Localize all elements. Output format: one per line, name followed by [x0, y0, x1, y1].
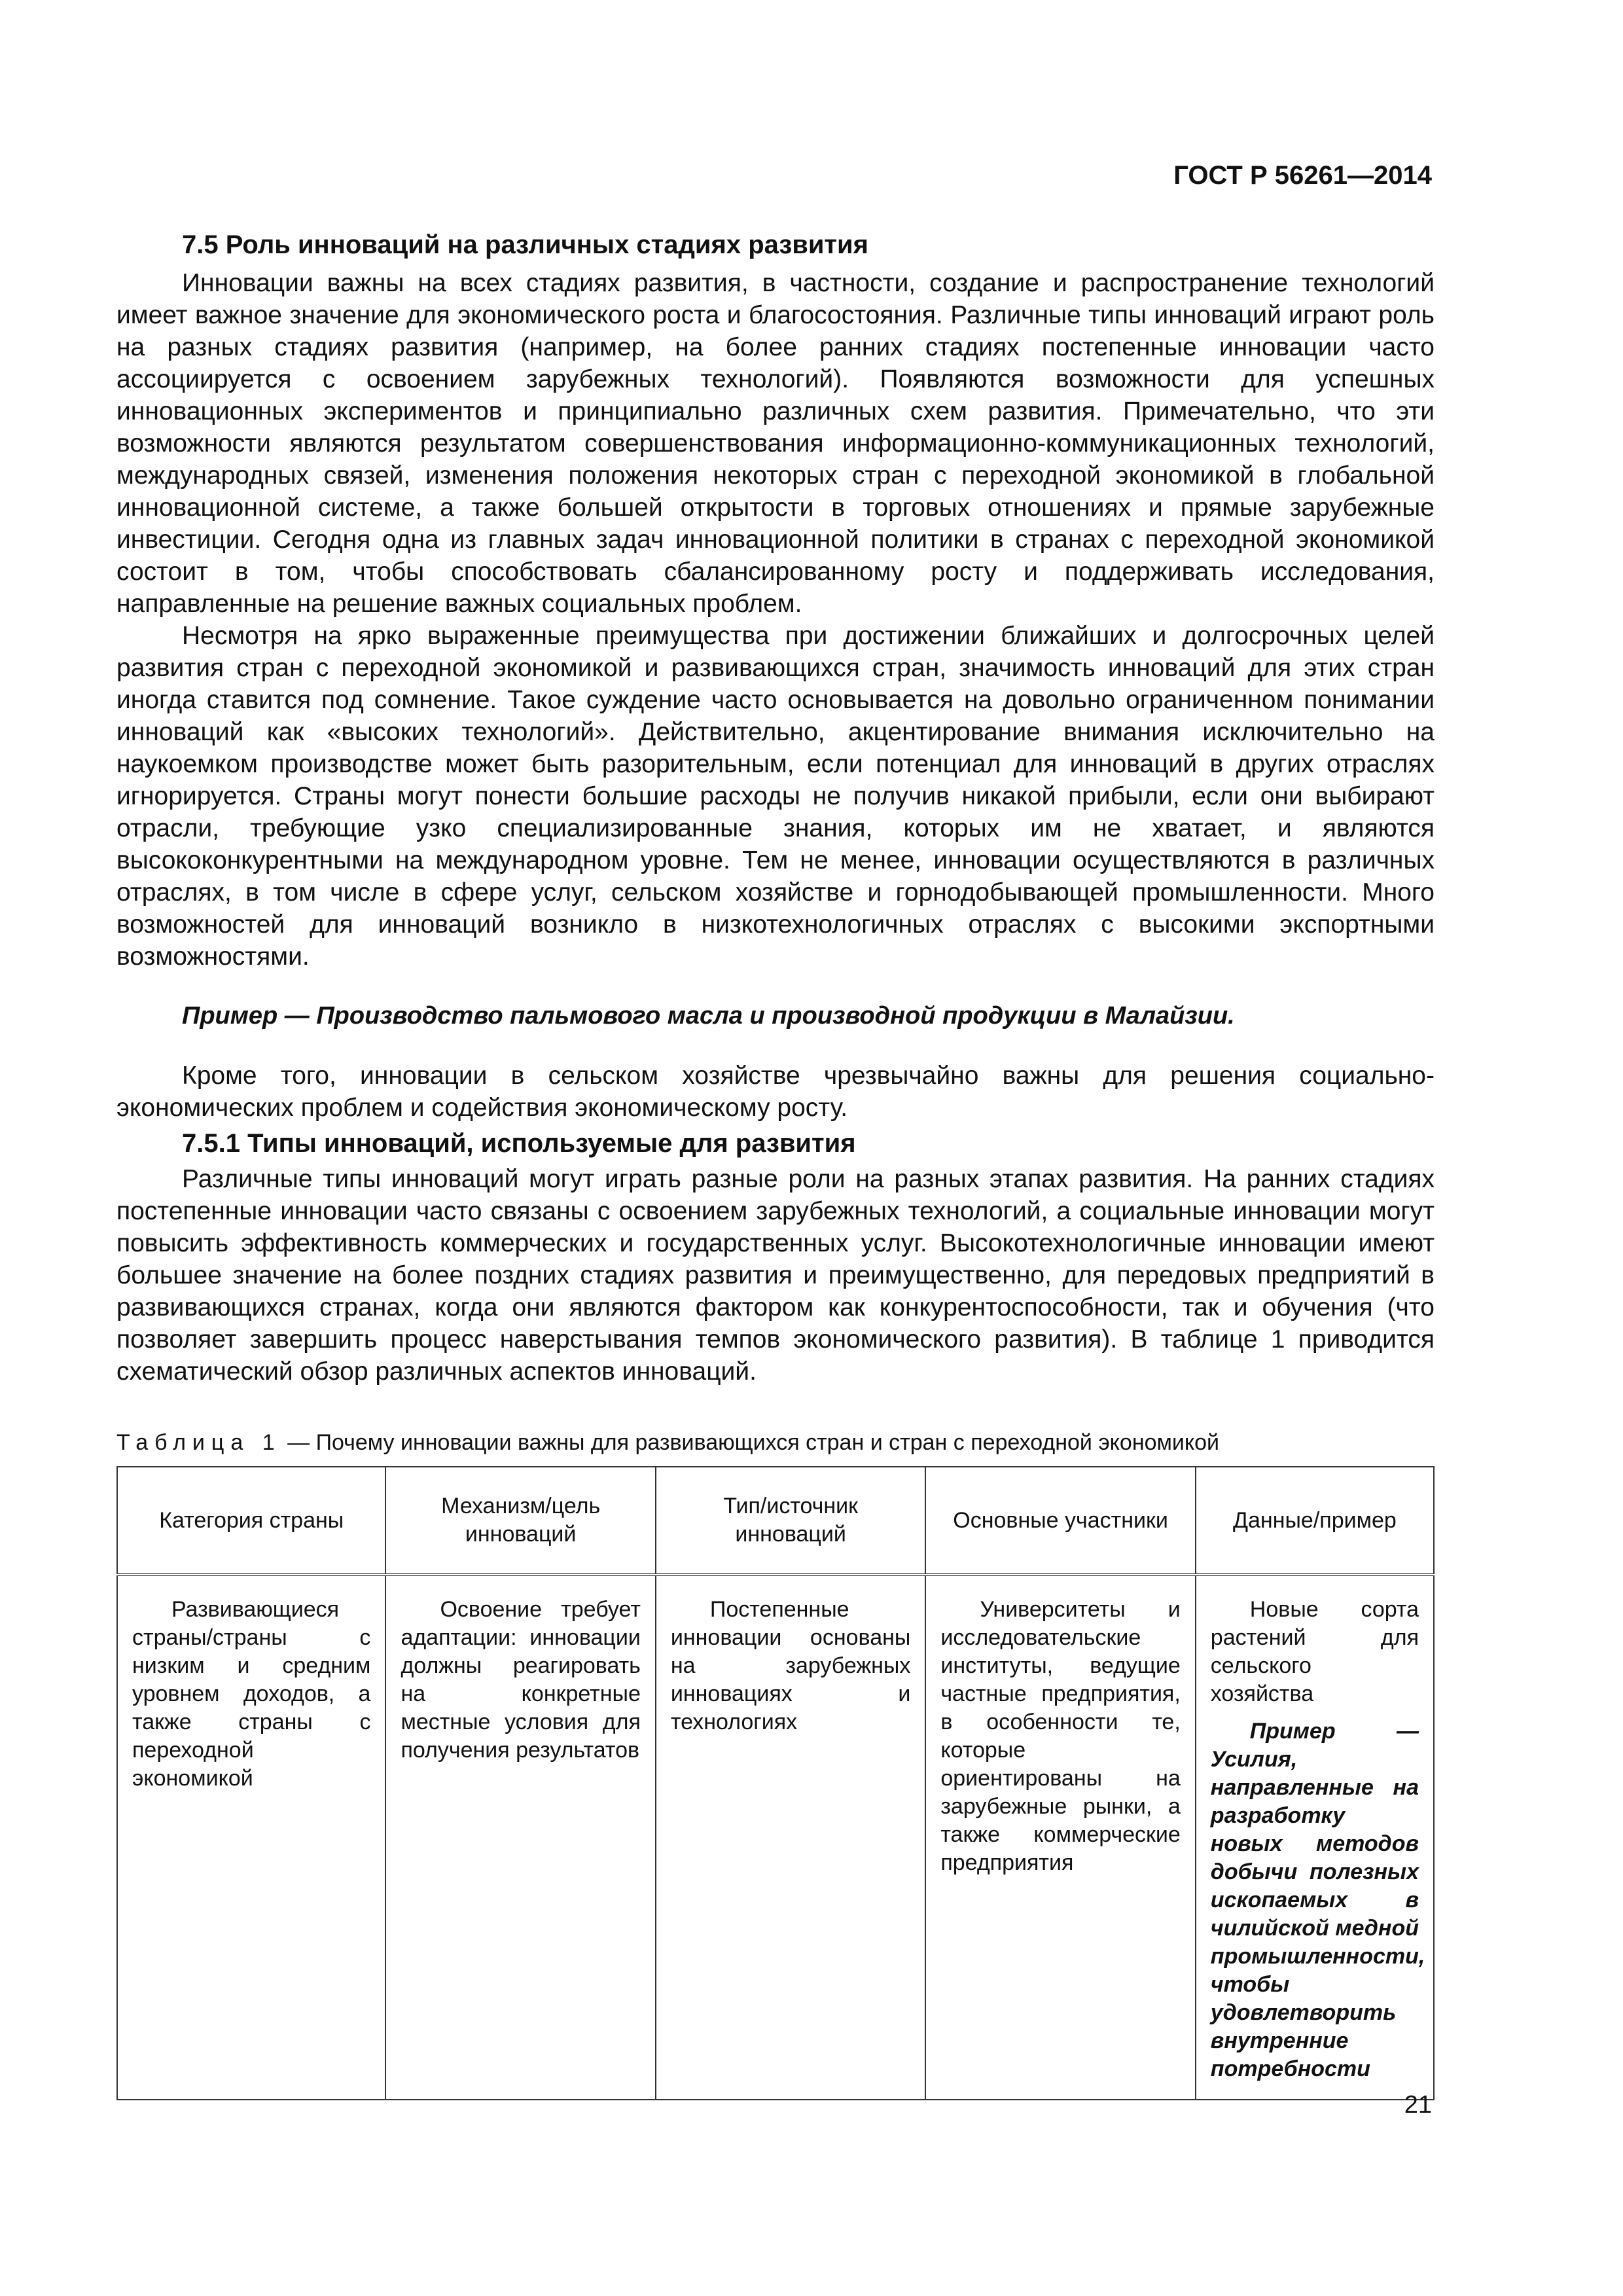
header-type-source: Тип/источник инноваций	[656, 1467, 925, 1575]
header-participants: Основные участники	[925, 1467, 1195, 1575]
cell-country-category: Развивающиеся страны/страны с низким и средним уровнем доходов, а также страны с переходной экономикой	[117, 1575, 385, 2100]
section-paragraph-2: Несмотря на ярко выраженные преимущества при достижении ближайших и долгосрочных целей развития стран с переходной экономикой и развивающихся стран, значимость инноваций для этих стран иногда ставится под сомнение. Такое суждение часто основывается на довольно ограниченном понимании инноваций как «высоких технологий». Действительно, акцентирование внимания исключительно на наукоемком производстве может быть разорительным, если потенциал для инноваций в других отраслях игнорируется. Страны могут понести большие расходы не получив никакой прибыли, если они выбирают отрасли, требующие узко специализированные знания, которых им не хватает, и являются высококонкурентными на международном уровне. Тем не менее, инновации осуществляются в различных отраслях, в том числе в сфере услуг, сельском хозяйстве и горнодобывающей промышленности. Много возможностей для инноваций возникло в низкотехнологичных отраслях с высокими экспортными возможностями.	[116, 622, 1435, 971]
header-data-example: Данные/пример	[1196, 1467, 1434, 1575]
table-caption-text: — Почему инновации важны для развивающихся стран и стран с переходной экономикой	[281, 1430, 1220, 1455]
section-title: 7.5 Роль инноваций на различных стадиях развития	[182, 230, 868, 259]
table-caption-label: Таблица 1	[116, 1430, 281, 1455]
cell-participants: Университеты и исследовательские институты, ведущие частные предприятия, в особенности те, которые ориентированы на зарубежные рынки, а также коммерческие предприятия	[925, 1575, 1195, 2100]
cell-data-text: Новые сорта растений для сельского хозяйства	[1210, 1597, 1419, 1706]
table-header-row	[117, 1467, 1434, 1575]
cell-data-example-text: Пример — Усилия, направленные на разработку новых методов добычи полезных ископаемых в чилийской медной промышленности, чтобы удовлетворить внутренние потребности	[1210, 1719, 1425, 2081]
cell-type-source: Постепенные инновации основаны на зарубежных инновациях и технологиях	[656, 1575, 925, 2100]
table-row	[117, 1575, 1434, 2100]
header-country-category: Категория страны	[117, 1467, 385, 1575]
document-id: ГОСТ Р 56261—2014	[1173, 161, 1432, 190]
cell-data-example	[1196, 1575, 1434, 2100]
subsection-title: 7.5.1 Типы инноваций, используемые для развития	[182, 1129, 856, 1158]
innovation-table	[116, 1466, 1435, 2100]
page-content	[116, 228, 1435, 2100]
section-paragraph-3: Кроме того, инновации в сельском хозяйстве чрезвычайно важны для решения социально-экономических проблем и содействия экономическому росту.	[116, 1062, 1435, 1122]
subsection-paragraph-1: Различные типы инноваций могут играть разные роли на разных этапах развития. На ранних стадиях постепенные инновации часто связаны с освоением зарубежных технологий, а социальные инновации могут повысить эффективность коммерческих и государственных услуг. Высокотехнологичные инновации имеют большее значение на более поздних стадиях развития и преимущественно, для передовых предприятий в развивающихся странах, когда они являются фактором как конкурентоспособности, так и обучения (что позволяет завершить процесс наверстывания темпов экономического развития). В таблице 1 приводится схематический обзор различных аспектов инноваций.	[116, 1165, 1435, 1386]
section-paragraph-1: Инновации важны на всех стадиях развития, в частности, создание и распространение технологий имеет важное значение для экономического роста и благосостояния. Различные типы инноваций играют роль на разных стадиях развития (например, на более ранних стадиях постепенные инновации часто ассоциируется с освоением зарубежных технологий). Появляются возможности для успешных инновационных экспериментов и принципиально различных схем развития. Примечательно, что эти возможности являются результатом совершенствования информационно-коммуникационных технологий, международных связей, изменения положения некоторых стран с переходной экономикой в глобальной инновационной системе, а также большей открытости в торговых отношениях и прямые зарубежные инвестиции. Сегодня одна из главных задач инновационной политики в странах с переходной экономикой состоит в том, чтобы способствовать сбалансированному росту и поддерживать исследования, направленные на решение важных социальных проблем.	[116, 269, 1435, 618]
section-example: Пример — Производство пальмового масла и производной продукции в Малайзии.	[182, 1002, 1235, 1030]
header-mechanism: Механизм/цель инноваций	[385, 1467, 655, 1575]
table-caption	[116, 1428, 1435, 1457]
cell-mechanism: Освоение требует адаптации: инновации должны реагировать на конкретные местные условия для получения результатов	[385, 1575, 655, 2100]
page-number: 21	[1404, 2091, 1432, 2119]
